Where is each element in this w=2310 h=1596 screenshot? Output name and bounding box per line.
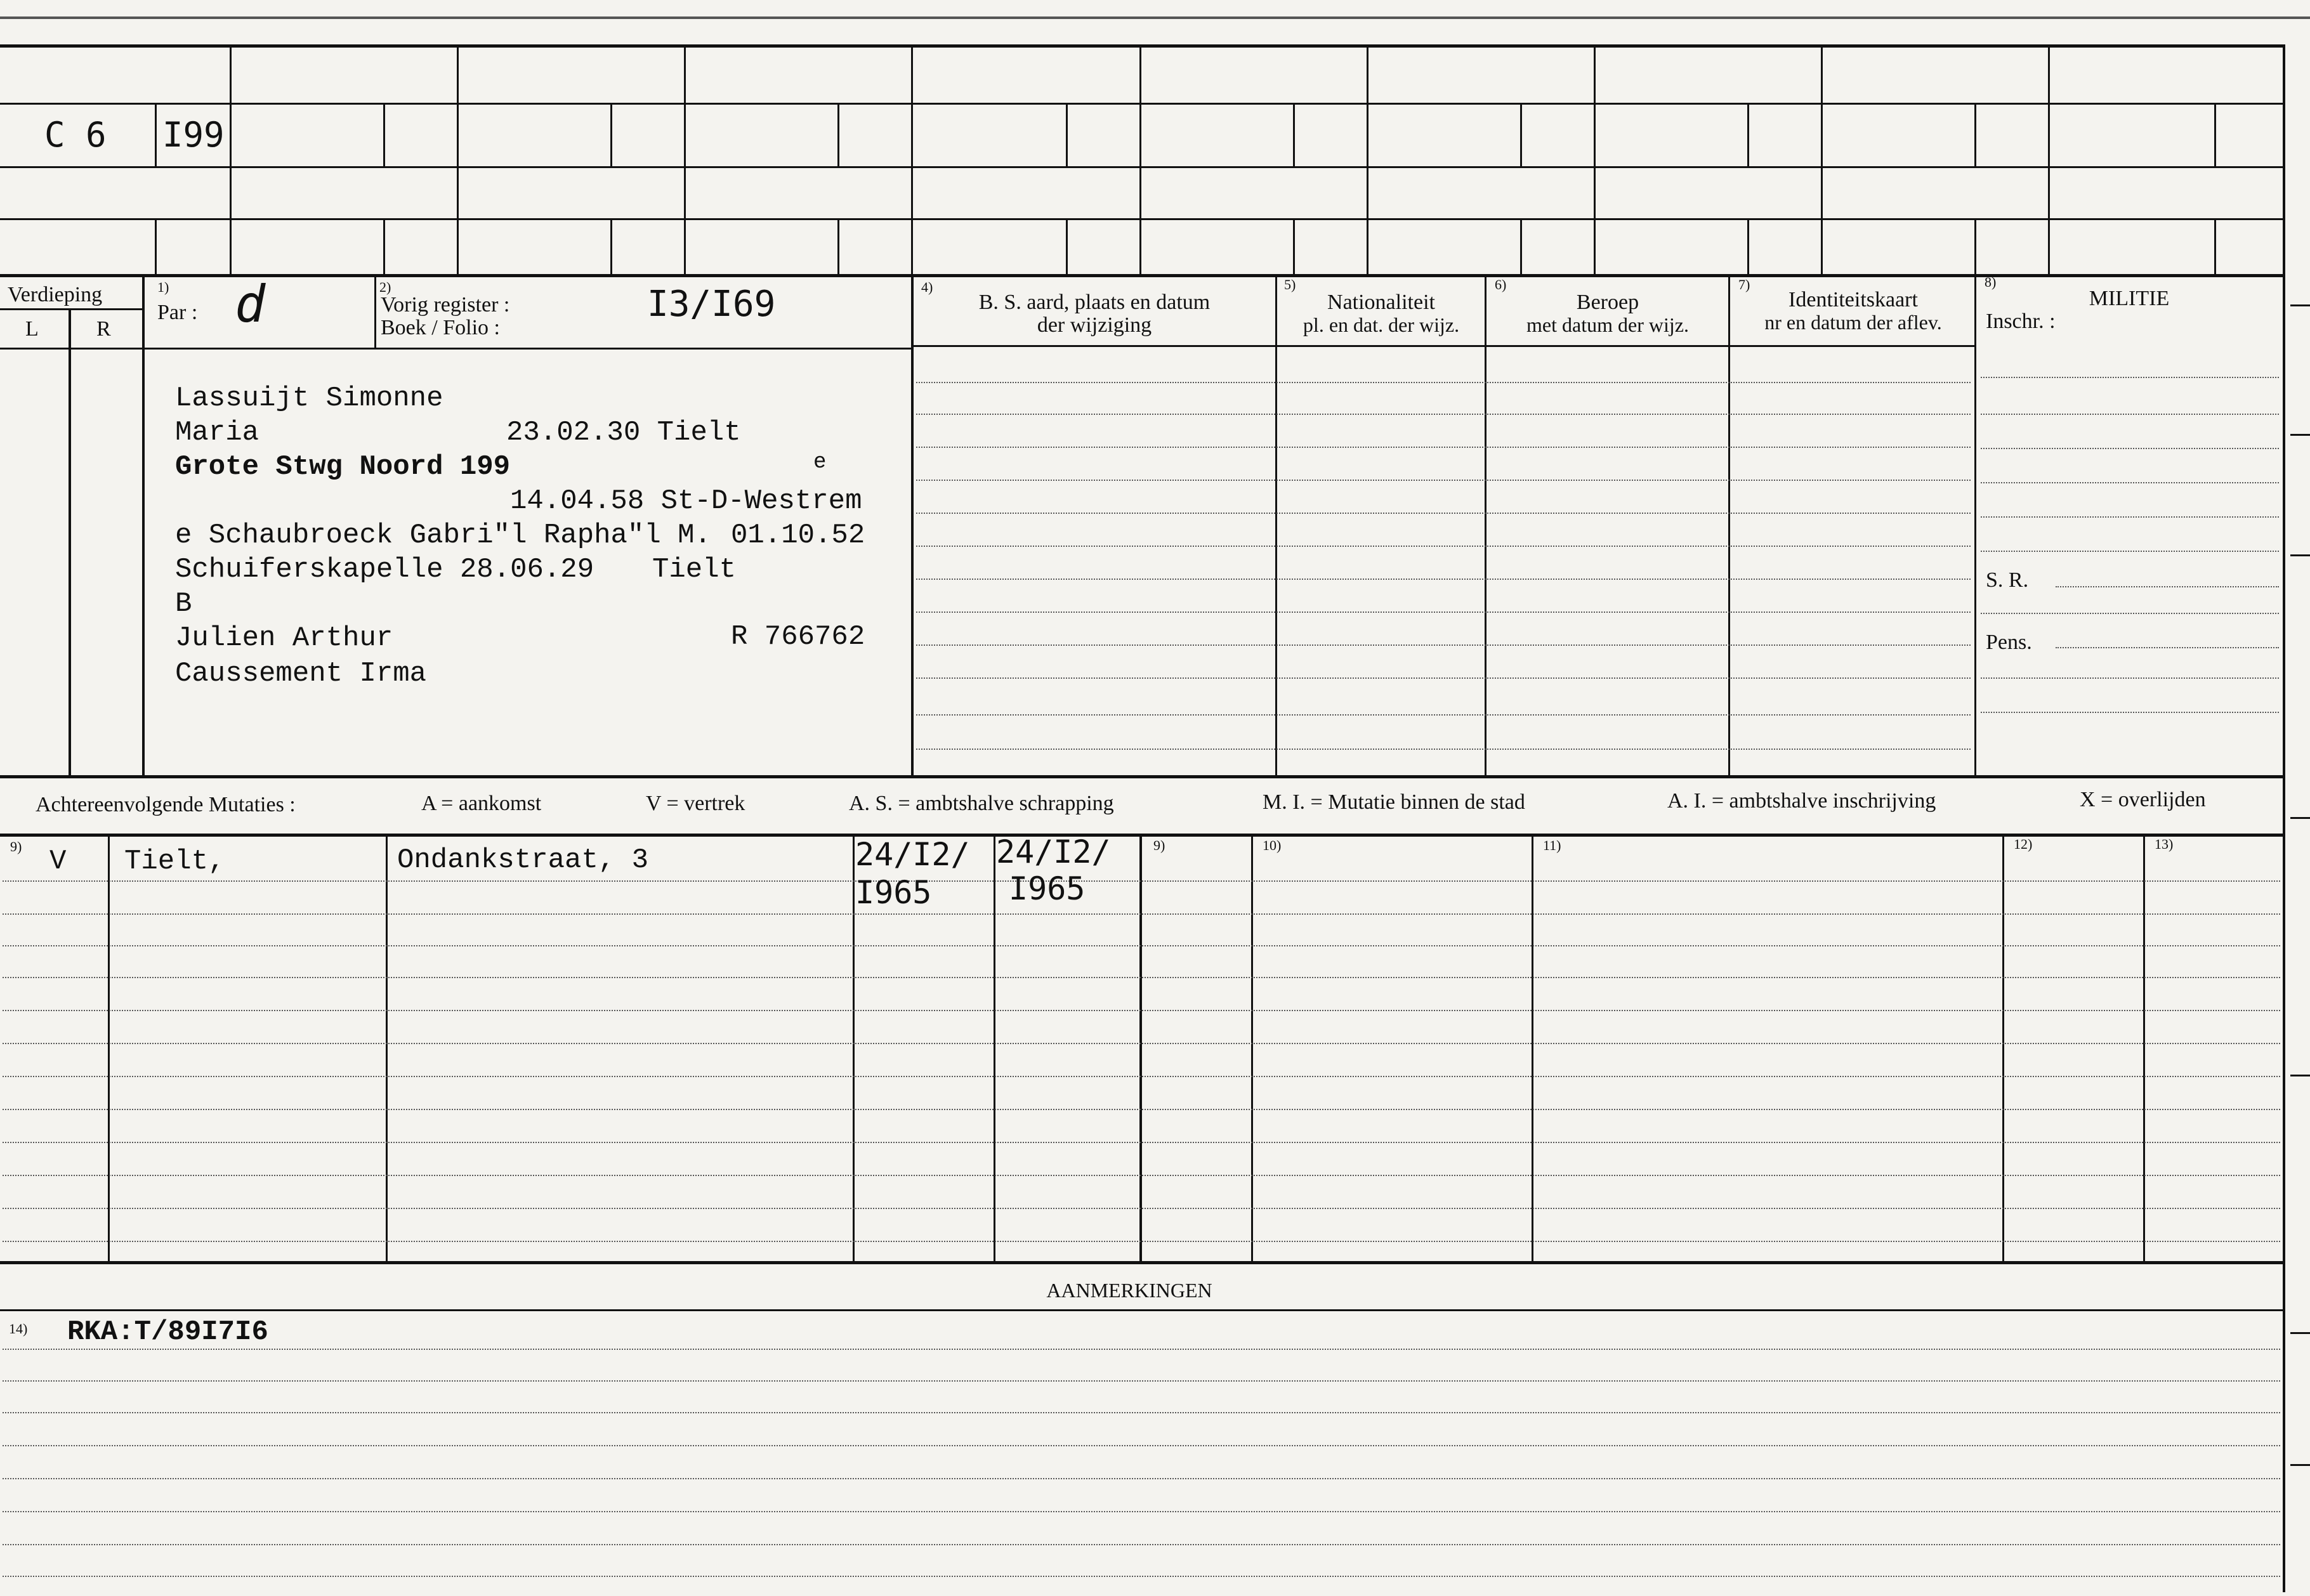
mil-num: 8): [1985, 274, 1997, 290]
grid-bottom-line: [0, 274, 2284, 277]
person-father: Julien Arthur: [175, 622, 393, 654]
nat-heading-2: pl. en dat. der wijz.: [1303, 313, 1460, 336]
grid-subcol-line: [2214, 103, 2216, 166]
col-line: [1275, 274, 1277, 775]
section-line: [0, 775, 2284, 778]
mutation-place: Tielt,: [124, 846, 225, 877]
ruled-line: [916, 644, 1971, 646]
mil-heading-2: Inschr. :: [1986, 310, 2056, 333]
militie-sr: S. R.: [1986, 568, 2029, 592]
remarks-title: AANMERKINGEN: [1046, 1279, 1212, 1302]
id-num: 7): [1738, 277, 1750, 292]
person-spouse-birth: Schuiferskapelle 28.06.29: [175, 554, 594, 585]
mut-ruled-line: [3, 1043, 2280, 1044]
frame-top: [0, 44, 2284, 48]
par-num: 1): [157, 279, 169, 295]
col-line: [1974, 274, 1976, 775]
person-right-line: [911, 274, 914, 775]
mut-col-13: 13): [2155, 836, 2174, 852]
mut-ruled-line: [3, 1109, 2280, 1110]
header-bottom-line: [0, 348, 911, 350]
mil-heading-1: MILITIE: [2089, 287, 2170, 310]
mutation-top-line: [0, 834, 2284, 837]
mut-col-12: 12): [2014, 836, 2033, 852]
mut-col-line: [1251, 834, 1253, 1261]
person-spouse-date: 01.10.52: [731, 520, 865, 551]
ruled-line: [1981, 551, 2279, 552]
remarks-ruled-line: [3, 1478, 2280, 1479]
par-label: Par :: [157, 301, 198, 324]
person-nationality: B: [175, 588, 192, 620]
legend-ai: A. I. = ambtshalve inschrijving: [1667, 789, 1936, 813]
mut-col-line: [853, 834, 855, 1261]
mut-ruled-line: [3, 880, 2280, 882]
grid-subcol-line: [610, 103, 612, 166]
ruled-line: [1981, 482, 2279, 483]
mut-ruled-line: [3, 913, 2280, 915]
remarks-ruled-line: [3, 1380, 2280, 1382]
mut-col-line: [1532, 834, 1533, 1261]
mut-ruled-line: [3, 1208, 2280, 1209]
edge-tick: [2290, 434, 2310, 436]
ruled-line: [916, 579, 1971, 580]
grid-subcol-line: [1747, 103, 1749, 166]
militie-pens: Pens.: [1986, 631, 2032, 654]
grid-subcol-line: [1066, 218, 1068, 274]
edge-tick: [2290, 304, 2310, 306]
grid-subcol-line: [837, 218, 839, 274]
remarks-ruled-line: [3, 1349, 2280, 1350]
grid-subcol-line: [155, 218, 157, 274]
grid-subcol-line: [1066, 103, 1068, 166]
mutation-date1: 24/I2/: [855, 836, 970, 873]
mut-col-line: [2143, 834, 2145, 1261]
legend-x: X = overlijden: [2080, 788, 2206, 811]
grid-subcol-line: [2214, 218, 2216, 274]
mut-ruled-line: [3, 1142, 2280, 1143]
mutation-year1: I965: [855, 874, 932, 911]
id-heading-1: Identiteitskaart: [1788, 288, 1918, 311]
vorig-label2: Boek / Folio :: [381, 316, 500, 339]
mut-ruled-line: [3, 945, 2280, 946]
grid-subcol-line: [1293, 103, 1295, 166]
grid-subcol-line: [1974, 218, 1976, 274]
grid-subcol-line: [155, 103, 157, 166]
person-e-mark: e: [813, 450, 827, 474]
mut-ruled-line: [3, 977, 2280, 978]
grid-row-line: [0, 103, 2284, 105]
person-given-names: Maria: [175, 417, 259, 448]
mut-ruled-line: [3, 1076, 2280, 1077]
edge-tick: [2290, 554, 2310, 556]
grid-col-line: [1139, 44, 1141, 274]
grid-row-line: [0, 218, 2284, 220]
verdieping-title: Verdieping: [8, 283, 103, 306]
ruled-line: [916, 447, 1971, 448]
grid-col-line: [684, 44, 686, 274]
ruled-line: [1981, 414, 2279, 415]
grid-subcol-line: [1974, 103, 1976, 166]
mutation-street: Ondankstraat, 3: [397, 844, 649, 876]
mut-ruled-line: [3, 1010, 2280, 1011]
vorig-label1: Vorig register :: [381, 293, 510, 317]
remarks-ruled-line: [3, 1412, 2280, 1413]
top-row-number: I99: [162, 115, 225, 155]
grid-subcol-line: [383, 218, 385, 274]
edge-tick: [2290, 1332, 2310, 1334]
bs-heading-1: B. S. aard, plaats en datum: [978, 291, 1211, 314]
legend-as: A. S. = ambtshalve schrapping: [849, 792, 1114, 815]
legend-a: A = aankomst: [421, 792, 542, 815]
person-spouse: e Schaubroeck Gabri"l Rapha"l M.: [175, 520, 711, 551]
ruled-line: [916, 513, 1971, 514]
ruled-line: [916, 414, 1971, 415]
mut-ruled-line: [3, 1175, 2280, 1176]
ruled-line: [1981, 377, 2279, 378]
legend-v: V = vertrek: [646, 792, 745, 815]
grid-subcol-line: [1520, 103, 1522, 166]
grid-col-line: [1594, 44, 1596, 274]
mut-col-line: [994, 834, 995, 1261]
ruled-line: [916, 749, 1971, 750]
remarks-num: 14): [9, 1321, 28, 1337]
grid-subcol-line: [383, 103, 385, 166]
par-right-line: [374, 274, 376, 348]
ruled-line: [916, 480, 1971, 481]
id-heading-2: nr en datum der aflev.: [1764, 311, 1942, 334]
remarks-ruled-line: [3, 1445, 2280, 1446]
remarks-text: RKA:T/89I7I6: [67, 1316, 268, 1348]
ber-heading-2: met datum der wijz.: [1526, 313, 1689, 336]
top-row-code: C 6: [44, 115, 107, 155]
verdieping-mid-line: [0, 308, 143, 310]
vorig-value: I3/I69: [647, 284, 776, 325]
vorig-num: 2): [379, 279, 391, 295]
ruled-line: [1981, 613, 2279, 614]
col-line: [1485, 274, 1486, 775]
nat-num: 5): [1284, 277, 1296, 292]
grid-col-line: [2048, 44, 2050, 274]
remarks-top-line: [0, 1309, 2284, 1311]
bs-num: 4): [921, 279, 933, 295]
legend-title: Achtereenvolgende Mutaties :: [36, 793, 296, 816]
person-reference: R 766762: [731, 621, 865, 653]
grid-subcol-line: [610, 218, 612, 274]
header-bottom-line: [911, 345, 1974, 347]
bs-heading-2: der wijziging: [1037, 313, 1152, 337]
edge-tick: [2290, 817, 2310, 819]
mut-col-10b: 10): [1263, 837, 1282, 853]
mutation-date2: 24/I2/: [996, 834, 1111, 870]
person-spouse-birthplace: Tielt: [652, 554, 737, 585]
mut-col-11b: 11): [1543, 837, 1561, 853]
ruled-line: [1981, 516, 2279, 518]
ruled-line: [916, 382, 1971, 383]
mut-col-line: [2002, 834, 2004, 1261]
ruled-line: [916, 612, 1971, 613]
remarks-ruled-line: [3, 1576, 2280, 1577]
grid-col-line: [457, 44, 459, 274]
ber-heading-1: Beroep: [1576, 291, 1639, 314]
person-address: Grote Stwg Noord 199: [175, 451, 511, 483]
remarks-ruled-line: [3, 1511, 2280, 1512]
mutation-type: V: [49, 846, 67, 877]
ber-num: 6): [1495, 277, 1507, 292]
mut-col-9: 9): [10, 839, 22, 854]
grid-subcol-line: [1747, 218, 1749, 274]
edge-tick: [2290, 1075, 2310, 1076]
ruled-line: [1981, 677, 2279, 679]
grid-subcol-line: [837, 103, 839, 166]
verdieping-r: R: [96, 317, 111, 341]
ruled-line: [916, 677, 1971, 679]
ruled-line: [2056, 586, 2279, 587]
ruled-line: [2056, 647, 2279, 648]
ruled-line: [1981, 712, 2279, 713]
mut-col-line: [386, 834, 388, 1261]
mut-col-9b: 9): [1153, 837, 1165, 853]
mut-col-line: [108, 834, 110, 1261]
mutation-year2: I965: [1009, 870, 1086, 907]
verdieping-right-line: [142, 274, 145, 775]
grid-col-line: [230, 44, 232, 274]
par-value: d: [235, 275, 266, 334]
ruled-line: [1981, 448, 2279, 449]
mut-ruled-line: [3, 1241, 2280, 1242]
person-marriage: 14.04.58 St-D-Westrem: [510, 485, 862, 517]
edge-tick: [2290, 1464, 2310, 1466]
col-line: [1728, 274, 1730, 775]
grid-col-line: [1821, 44, 1823, 274]
ruled-line: [916, 714, 1971, 716]
ruled-line: [916, 546, 1971, 547]
top-torn-edge: [0, 16, 2310, 25]
mutation-bottom-line: [0, 1261, 2284, 1264]
person-mother: Caussement Irma: [175, 658, 427, 690]
grid-col-line: [911, 44, 913, 274]
person-birth: 23.02.30 Tielt: [506, 417, 741, 448]
mut-col-line: [1139, 834, 1142, 1261]
legend-mi: M. I. = Mutatie binnen de stad: [1263, 790, 1525, 814]
nat-heading-1: Nationaliteit: [1327, 291, 1435, 314]
grid-row-line: [0, 166, 2284, 168]
verdieping-l: L: [25, 317, 39, 341]
verdieping-col-line: [69, 308, 71, 775]
grid-subcol-line: [1293, 218, 1295, 274]
grid-col-line: [1367, 44, 1368, 274]
grid-subcol-line: [1520, 218, 1522, 274]
person-name: Lassuijt Simonne: [175, 383, 443, 414]
remarks-ruled-line: [3, 1544, 2280, 1545]
